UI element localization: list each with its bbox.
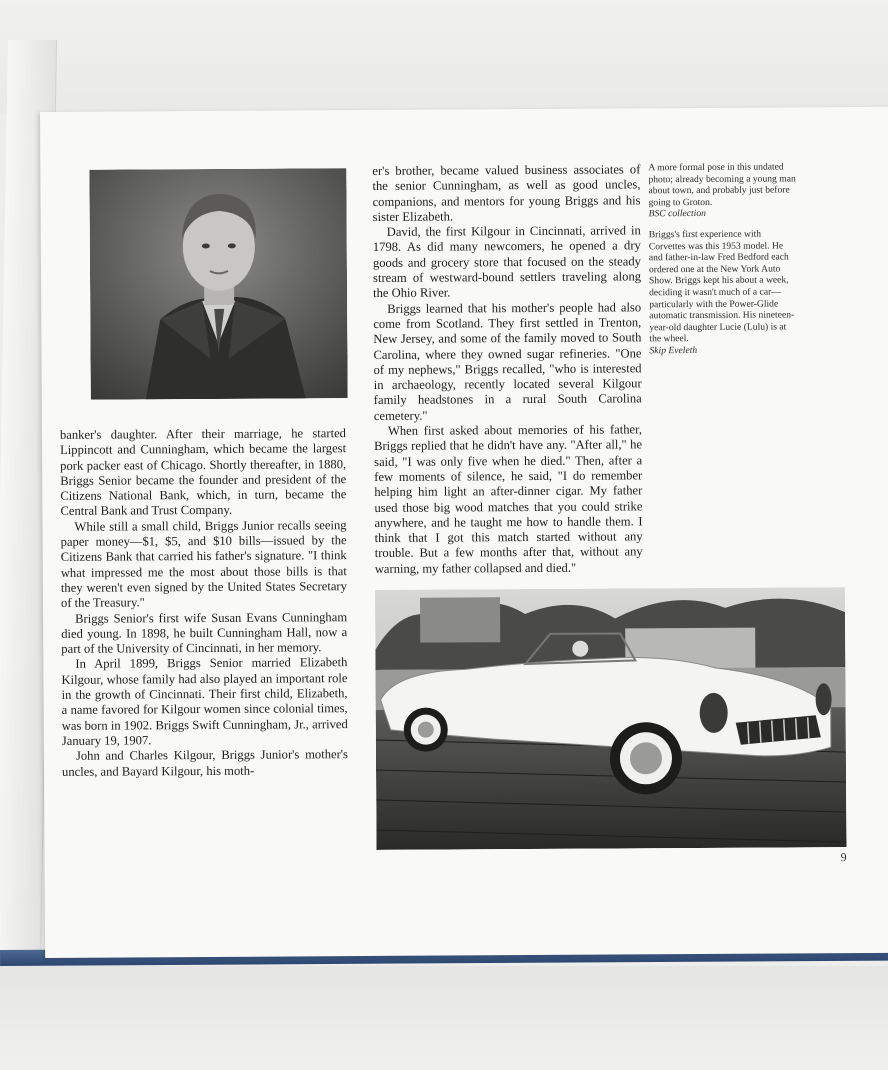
caption-portrait	[648, 161, 798, 220]
corvette-image	[375, 587, 847, 850]
page-number: 9	[840, 850, 847, 865]
paragraph: Briggs Senior's first wife Susan Evans Cunningham died young. In 1898, he built Cunningham Hall, now a part of the University of Cincinnati, in her memory.	[61, 609, 348, 657]
paragraph: banker's daughter. After their marriage, he started Lippincott and Cunningham, which became the largest pork packer east of Chicago. Shortly thereafter, in 1880, Briggs Senior became the founder and president of the Citizens National Bank, which, in turn, became the Central Bank and Trust Company.	[59, 426, 347, 519]
paragraph: John and Charles Kilgour, Briggs Junior's mother's uncles, and Bayard Kilgour, his moth-	[61, 747, 348, 779]
caption-corvette	[649, 228, 800, 356]
paragraph: Briggs learned that his mother's people had also come from Scotland. They first settled in Trenton, New Jersey, and some of the family moved to South Carolina, where they owned sugar refineries. "One of my nephews," Briggs recalled, "who is interested in archaeology, recently located several Kilgour family headstones in a rural South Carolina cemetery."	[373, 300, 642, 423]
photo-credit: Skip Eveleth	[649, 344, 698, 357]
paragraph: David, the first Kilgour in Cincinnati, arrived in 1798. As did many newcomers, he opened a dry goods and grocery store that focused on the steady stream of westward-bound settlers traveling along the Ohio River.	[372, 223, 642, 301]
book-page	[40, 107, 888, 958]
caption-text: A more formal pose in this undated photo; already becoming a young man about town, and probably just before going to Groton.	[648, 161, 796, 209]
portrait-photo	[89, 168, 347, 400]
photo-credit: BSC collection	[648, 208, 706, 220]
caption-text: Briggs's first experience with Corvettes was this 1953 model. He and father-in-law Fred Bedford each ordered one at the New York Auto Show. Briggs kept his about a week, deciding it wasn't much of a car—particularly with the Power-Glide automatic transmission. His nineteen-year-old daughter Lucie (Lulu) is at the wheel.	[648, 228, 795, 345]
caption-column	[648, 161, 799, 356]
corvette-photo	[375, 587, 847, 850]
portrait-image	[89, 168, 347, 400]
text-column-left	[60, 426, 348, 780]
paragraph: When first asked about memories of his father, Briggs replied that he didn't have any. "After all," he said, "I was only five when he died." Then, after a few moments of silence, he said, "I do remember helping him light an after-dinner cigar. My father used those big wood matches that you could strike anywhere, and he taught me how to handle them. I think that I got this match started without any trouble. But a few months after that, without any warning, my father collapsed and died."	[374, 422, 643, 576]
paragraph: er's brother, became valued business associates of the senior Cunningham, as well as good uncles, companions, and mentors for young Briggs and his sister Elizabeth.	[372, 162, 641, 224]
background-top	[0, 0, 888, 115]
text-column-middle	[372, 162, 643, 577]
paragraph: While still a small child, Briggs Junior recalls seeing paper money—$1, $5, and $10 bills—issued by the Citizens Bank that carried his father's signature. "I think what impressed me the most about those bills is that they weren't even signed by the United States Secretary of the Treasury."	[60, 517, 347, 611]
table-surface	[0, 966, 888, 1070]
paragraph: In April 1899, Briggs Senior married Elizabeth Kilgour, whose family had also played an important role in the growth of Cincinnati. Their first child, Elizabeth, a name favored for Kilgour women since colonial times, was born in 1902. Briggs Swift Cunningham, Jr., arrived January 19, 1907.	[61, 655, 348, 748]
